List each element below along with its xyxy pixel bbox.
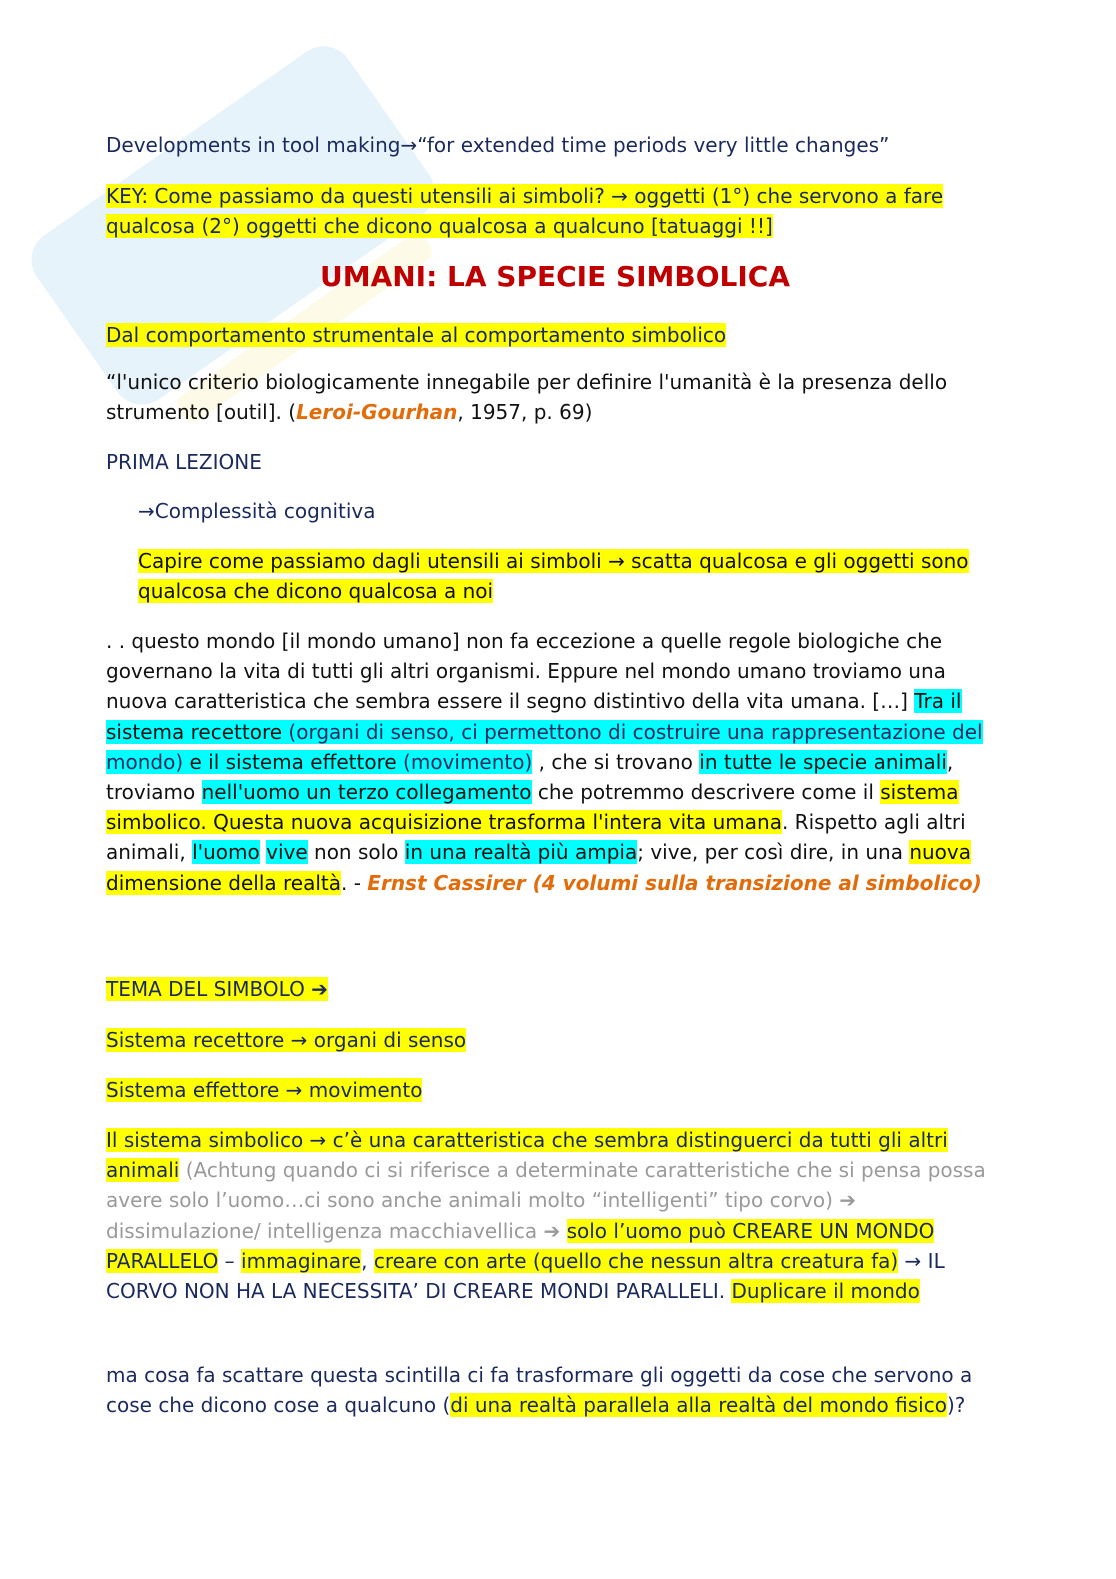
- cassirer-quote: [106, 626, 1006, 898]
- sistema-simbolico-note: [106, 1125, 1006, 1306]
- text-segment: ma cosa fa scattare questa scintilla ci fa trasformare gli oggetti da cose che servono a cose che dicono cose a qualcuno (: [106, 1363, 973, 1418]
- text-segment: che potremmo descrivere come il: [531, 780, 881, 805]
- key-question: [106, 181, 1006, 241]
- text-segment: )?: [946, 1393, 966, 1418]
- text-segment: Ernst Cassirer (4 volumi sulla transizione al simbolico): [367, 870, 982, 895]
- text-segment: PRIMA LEZIONE: [106, 450, 262, 474]
- text-segment: e il sistema effettore: [183, 749, 404, 774]
- sistema-recettore: [106, 1025, 1006, 1055]
- text-segment: l'uomo: [192, 840, 260, 865]
- text-segment: non solo: [307, 840, 405, 865]
- text-segment: in tutte le specie animali: [699, 749, 947, 774]
- text-segment: –: [218, 1248, 242, 1273]
- subtitle-highlight: [106, 320, 1006, 350]
- text-segment: nuova dimensione della realtà: [106, 840, 972, 895]
- text-segment: →Complessità cognitiva: [138, 499, 376, 523]
- text-segment: Leroi-Gourhan: [296, 400, 458, 425]
- text-segment: in una realtà più ampia: [404, 840, 638, 865]
- text-segment: Tra il sistema recettore: [106, 689, 962, 744]
- text-segment: (organi di senso, ci permettono di costruire una rappresentazione del mondo): [106, 719, 983, 774]
- tema-simbolo: [106, 974, 1006, 1004]
- text-segment: . Rispetto agli altri animali,: [106, 810, 966, 865]
- text-segment: Sistema effettore → movimento: [106, 1078, 423, 1102]
- text-segment: Developments in tool making→“for extended time periods very little changes”: [106, 133, 890, 157]
- text-segment: “l'unico criterio biologicamente innegabile per definire l'umanità è la presenza dello strumento [outil]. (: [106, 370, 948, 425]
- text-segment: . . questo mondo [il mondo umano] non fa eccezione a quelle regole biologiche che governano la vita di tutti gli altri organismi. Eppure nel mondo umano troviamo una nuova caratteristica che sembra essere il segno distintivo della vita umana. […]: [106, 629, 946, 714]
- text-segment: Il sistema simbolico → c’è una caratteristica che sembra distinguerci da tutti gli altri animali: [106, 1128, 948, 1183]
- text-segment: sistema simbolico. Questa nuova acquisizione trasforma l'intera vita umana: [106, 780, 959, 835]
- text-segment: Dal comportamento strumentale al comportamento simbolico: [106, 323, 727, 347]
- text-segment: ,: [361, 1248, 374, 1273]
- text-segment: KEY: Come passiamo da questi utensili ai simboli? → oggetti (1°) che servono a fare qualcosa (2°) oggetti che dicono qualcosa a qualcuno [tatuaggi !!]: [106, 184, 944, 239]
- text-segment: ; vive, per così dire, in una: [637, 840, 910, 865]
- text-segment: (movimento): [403, 749, 533, 774]
- prima-lezione-heading: [106, 447, 1006, 477]
- sistema-effettore: [106, 1075, 1006, 1105]
- text-segment: solo l’uomo può CREARE UN MONDO PARALLELO: [106, 1218, 935, 1273]
- text-segment: creare con arte (quello che nessun altra creatura fa): [373, 1248, 899, 1273]
- developments-line: [106, 130, 1006, 160]
- capire-note: [138, 546, 998, 606]
- text-segment: (Achtung quando ci si riferisce a determinate caratteristiche che si pensa possa avere solo l’uomo…ci sono anche animali molto “intelligenti” tipo corvo) ➔ dissimulazione/ intelligenza macchiavellica ➔: [106, 1158, 986, 1243]
- text-segment: di una realtà parallela alla realtà del mondo fisico: [450, 1393, 947, 1418]
- text-segment: Capire come passiamo dagli utensili ai simboli → scatta qualcosa e gli oggetti sono qualcosa che dicono qualcosa a noi: [138, 549, 969, 604]
- text-segment: , 1957, p. 69): [457, 400, 593, 425]
- text-segment: Duplicare il mondo: [731, 1279, 920, 1304]
- text-segment: UMANI: LA SPECIE SIMBOLICA: [319, 260, 791, 293]
- text-segment: nell'uomo un terzo collegamento: [201, 780, 532, 805]
- closing-question: [106, 1360, 1006, 1420]
- leroi-gourhan-quote: [106, 367, 1006, 427]
- text-segment: , troviamo: [106, 749, 954, 805]
- text-segment: . -: [341, 870, 368, 895]
- text-segment: → IL CORVO NON HA LA NECESSITA’ DI CREARE MONDI PARALLELI.: [106, 1248, 945, 1304]
- text-segment: Sistema recettore → organi di senso: [106, 1028, 467, 1052]
- text-segment: vive: [266, 840, 308, 865]
- text-segment: immaginare: [241, 1248, 362, 1273]
- text-segment: TEMA DEL SIMBOLO ➔: [106, 977, 328, 1001]
- complessita-line: [138, 496, 998, 526]
- text-segment: , che si trovano: [532, 749, 700, 774]
- page-title: [0, 262, 1110, 292]
